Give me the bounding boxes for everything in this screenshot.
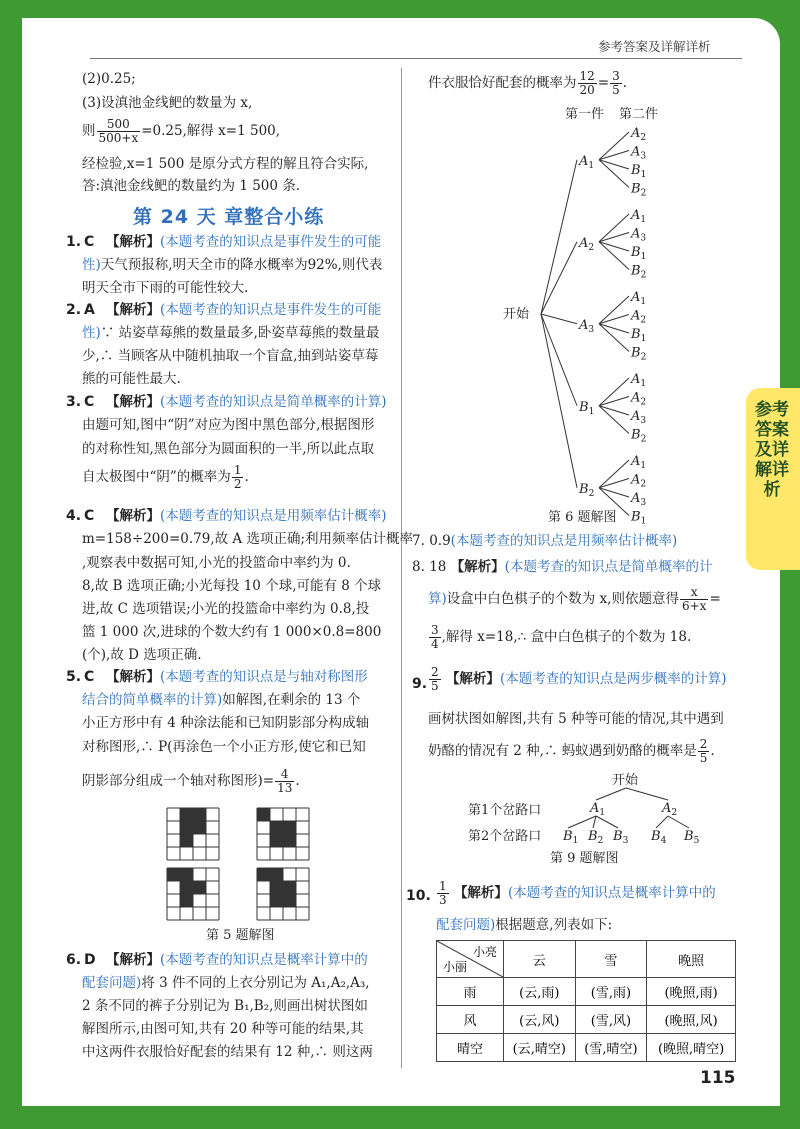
text-line: m=158÷200=0.79,故 A 选项正确;利用频率估计概率 — [82, 531, 414, 547]
row-header: 风 — [437, 1006, 504, 1034]
table-cell: (晚照,晴空) — [647, 1034, 736, 1062]
tree-edge — [668, 816, 689, 828]
tree-node-second: $B_1$ — [631, 509, 647, 527]
analysis-line: 【解析】(本题考查的知识点是与轴对称图形 — [106, 669, 368, 685]
answer-letter: C — [84, 394, 95, 410]
table-cell: (晚照,雨) — [647, 978, 736, 1006]
text-line: 自太极图中“阴”的概率为 $\frac{1}{2}$ . — [82, 463, 249, 491]
tree-row-label: 第1个岔路口 — [468, 803, 542, 818]
q5-grid-figure — [165, 806, 345, 926]
shaded-cell — [257, 868, 270, 881]
tree-edge — [656, 816, 668, 828]
page-number: 115 — [700, 1068, 736, 1088]
shaded-cell — [283, 821, 296, 834]
text-line: (2)0.25; — [82, 71, 136, 87]
tree-node-second: $B_1$ — [631, 245, 647, 262]
header-title: 参考答案及详解详析 — [598, 39, 711, 54]
text-line: 8. 18 【解析】(本题考查的知识点是简单概率的计 — [412, 559, 713, 575]
text-line: 小正方形中有 4 种涂法能和已知阴影部分构成轴 — [82, 715, 370, 731]
text-line: $\frac{3}{4}$ ,解得 x=18,∴ 盒中白色棋子的个数为 18. — [431, 623, 692, 651]
tree-node-second: $A_1$ — [631, 372, 647, 389]
table-cell: (云,风) — [504, 1006, 576, 1034]
tree-edge — [541, 242, 577, 314]
tree-edge — [626, 788, 668, 800]
tree-node-second: $A_1$ — [631, 208, 647, 225]
shaded-cell — [180, 894, 193, 907]
shaded-cell — [180, 834, 193, 847]
text-line: 答:滇池金线鲃的数量约为 1 500 条. — [82, 178, 301, 194]
answer-letter: D — [84, 952, 96, 968]
tree-row-label: 第2个岔路口 — [468, 829, 542, 844]
shaded-cell — [180, 808, 193, 821]
fraction: $\frac{500}{500+x}$ — [98, 117, 139, 145]
tree-edge — [596, 788, 626, 800]
shaded-cell — [257, 808, 270, 821]
analysis-line: 【解析】(本题考查的知识点是概率计算中的 — [106, 952, 368, 968]
shaded-cell — [193, 808, 206, 821]
fraction: $\frac{2}{5}$ — [699, 737, 708, 765]
corner-bottom-label: 小丽 — [443, 960, 468, 974]
question-number: 6. — [66, 952, 82, 968]
answer-letter: A — [84, 302, 95, 318]
answer-letter: C — [84, 508, 95, 524]
shaded-cell — [270, 868, 283, 881]
shaded-cell — [283, 881, 296, 894]
column-divider — [401, 68, 402, 1068]
shaded-cell — [167, 868, 180, 881]
analysis-line: 【解析】(本题考查的知识点是事件发生的可能 — [106, 234, 382, 250]
tree-node-second: $B_1$ — [563, 829, 579, 846]
tree-start-label: 开始 — [612, 773, 639, 788]
text-line: 7. 0.9(本题考查的知识点是用频率估计概率) — [412, 533, 678, 549]
analysis-line: 【解析】(本题考查的知识点是事件发生的可能 — [106, 302, 382, 318]
figure-caption: 第 6 题解图 — [548, 510, 617, 525]
tree-node-first: $B_2$ — [579, 481, 595, 499]
shaded-cell — [193, 881, 206, 894]
fraction: $\frac{x}{6+x}$ — [681, 585, 707, 613]
tree-header-first: 第一件 — [565, 107, 605, 122]
text-line: (3)设滇池金线鲃的数量为 x, — [82, 95, 253, 111]
tree-edge — [593, 816, 596, 828]
tree-edge — [568, 816, 596, 828]
corner-top-label: 小亮 — [472, 945, 497, 959]
text-line: 对称图形,∴ P(再涂色一个小正方形,使它和已知 — [82, 739, 366, 755]
table-cell: (雪,晴空) — [575, 1034, 647, 1062]
table-cell: (云,晴空) — [504, 1034, 576, 1062]
shaded-cell — [270, 894, 283, 907]
fraction: $\frac{4}{13}$ — [277, 767, 293, 795]
tree-node-second: $B_1$ — [631, 163, 647, 180]
fraction: $\frac{2}{5}$ — [431, 665, 439, 693]
tree-node-first: $B_1$ — [579, 399, 595, 417]
tree-node-first: $A_1$ — [590, 801, 606, 818]
tree-node-first: $A_2$ — [662, 801, 678, 818]
question-number: 1. — [66, 234, 82, 250]
analysis-line: $\frac{1}{3}$ 【解析】(本题考查的知识点是概率计算中的 — [439, 879, 716, 907]
tree-node-first: $A_1$ — [579, 153, 595, 171]
tree-edge — [541, 314, 577, 406]
table-row — [437, 1006, 736, 1034]
text-line: 经检验,x=1 500 是原分式方程的解且符合实际, — [82, 156, 369, 172]
tree-node-second: $A_1$ — [631, 454, 647, 471]
table-cell: (雪,风) — [575, 1006, 647, 1034]
text-line: ,观察表中数据可知,小光的投篮命中率约为 0. — [82, 555, 351, 571]
fraction: $\frac{3}{4}$ — [431, 623, 439, 651]
shaded-cell — [180, 881, 193, 894]
analysis-line: $\frac{2}{5}$ 【解析】(本题考查的知识点是两步概率的计算) — [431, 665, 727, 693]
answer-letter: C — [84, 669, 95, 685]
q10-table — [436, 940, 736, 1062]
question-number: 3. — [66, 394, 82, 410]
section-title: 第 24 天 章整合小练 — [133, 206, 325, 228]
table-cell: (云,雨) — [504, 978, 576, 1006]
text-line: 熊的可能性最大. — [82, 371, 181, 387]
table-header-row — [437, 941, 736, 978]
tree-edge — [596, 816, 618, 828]
figure-caption: 第 5 题解图 — [206, 928, 275, 943]
tree-edge — [541, 160, 577, 314]
corner-cell — [437, 941, 504, 978]
text-line: 算)设盒中白色棋子的个数为 x,则依题意得 $\frac{x}{6+x}$ = — [428, 585, 721, 613]
table-row — [437, 1034, 736, 1062]
answer-letter: C — [84, 234, 95, 250]
shaded-cell — [180, 821, 193, 834]
question-number: 2. — [66, 302, 82, 318]
tree-node-second: $B_2$ — [631, 345, 647, 363]
text-line: 少,∴ 当顾客从中随机抽取一个盲盒,抽到站姿草莓 — [82, 348, 379, 364]
header-divider — [90, 58, 742, 59]
shaded-cell — [283, 834, 296, 847]
question-number: 4. — [66, 508, 82, 524]
analysis-line: 【解析】(本题考查的知识点是简单概率的计算) — [106, 394, 387, 410]
text-line: 进,故 C 选项错误;小光的投篮命中率约为 0.8,投 — [82, 601, 370, 617]
tree-node-second: $A_2$ — [631, 472, 647, 490]
shaded-cell — [193, 821, 206, 834]
tree-start-label: 开始 — [503, 307, 530, 322]
question-number: 5. — [66, 669, 82, 685]
tree-node-second: $A_2$ — [631, 126, 647, 143]
column-header: 云 — [504, 941, 576, 978]
fraction: $\frac{1}{3}$ — [439, 879, 447, 907]
text-line: 结合的简单概率的计算)如解图,在剩余的 13 个 — [82, 692, 361, 708]
text-line: 明天全市下雨的可能性较大. — [82, 280, 249, 296]
text-line: 件衣服恰好配套的概率为 $\frac{12}{20}$ = $\frac{3}{5}$ . — [428, 69, 628, 97]
question-number: 9. — [412, 676, 428, 692]
text-line: 中这两件衣服恰好配套的结果有 12 种,∴ 则这两 — [82, 1044, 373, 1060]
text-line: 篮 1 000 次,进球的个数大约有 1 000×0.8=800 — [82, 624, 382, 640]
tree-node-second: $B_2$ — [631, 263, 647, 281]
table-cell: (雪,雨) — [575, 978, 647, 1006]
table-row — [437, 978, 736, 1006]
analysis-line: 【解析】(本题考查的知识点是用频率估计概率) — [106, 508, 387, 524]
text-line: 配套问题)根据题意,列表如下: — [436, 917, 613, 933]
tree-node-second: $A_3$ — [631, 144, 647, 162]
text-line: 画树状图如解图,共有 5 种等可能的情况,其中遇到 — [428, 711, 724, 727]
shaded-cell — [180, 868, 193, 881]
tree-edge — [541, 314, 577, 488]
text-line: 奶酪的情况有 2 种,∴ 蚂蚁遇到奶酪的概率是 $\frac{2}{5}$ . — [428, 737, 715, 765]
text-line: 8,故 B 选项正确;小光每投 10 个球,可能有 8 个球 — [82, 578, 382, 594]
tree-node-second: $A_3$ — [631, 226, 647, 244]
text-line: 性)天气预报称,明天全市的降水概率为92%,则代表 — [82, 257, 383, 273]
tree-node-second: $A_1$ — [631, 290, 647, 307]
shaded-cell — [270, 821, 283, 834]
text-line: 的对称性知,黑色部分为圆面积的一半,所以此点取 — [82, 441, 375, 457]
tree-node-second: $B_2$ — [631, 181, 647, 199]
tree-node-second: $A_3$ — [631, 409, 647, 426]
tree-node-second: $B_2$ — [631, 427, 647, 445]
tree-node-first: $A_3$ — [579, 317, 595, 335]
column-header: 雪 — [575, 941, 647, 978]
text-line: 性)∵ 站姿草莓熊的数量最多,卧姿草莓熊的数量最 — [82, 325, 380, 341]
text-line: (个),故 D 选项正确. — [82, 647, 202, 663]
tree-node-second: $B_2$ — [588, 829, 604, 846]
row-header: 晴空 — [437, 1034, 504, 1062]
tree-header-second: 第二件 — [619, 107, 659, 122]
text-line: 阴影部分组成一个轴对称图形)= $\frac{4}{13}$ . — [82, 767, 300, 795]
shaded-cell — [270, 834, 283, 847]
text-line: 解图所示,由图可知,共有 20 种等可能的结果,其 — [82, 1021, 364, 1037]
row-header: 雨 — [437, 978, 504, 1006]
tree-edge — [541, 314, 577, 324]
table-cell: (晚照,风) — [647, 1006, 736, 1034]
fraction: $\frac{12}{20}$ — [579, 69, 595, 97]
tree-node-second: $A_3$ — [631, 491, 647, 508]
tree-node-second: $B_5$ — [684, 829, 700, 846]
text-line: 由题可知,图中“阴”对应为图中黑色部分,根据图形 — [82, 417, 375, 433]
tree-node-second: $A_2$ — [631, 390, 647, 408]
column-header: 晚照 — [647, 941, 736, 978]
figure-caption: 第 9 题解图 — [550, 851, 619, 866]
tree-node-second: $B_1$ — [631, 327, 647, 344]
fraction: $\frac{1}{2}$ — [233, 463, 242, 491]
text-line: 则 $\frac{500}{500+x}$ =0.25,解得 x=1 500, — [82, 117, 281, 145]
shaded-cell — [283, 894, 296, 907]
tree-node-first: $A_2$ — [579, 235, 595, 253]
shaded-cell — [270, 881, 283, 894]
side-tab-label: 参考答案及详解详析 — [755, 400, 789, 500]
text-line: 2 条不同的裤子分别记为 B₁,B₂,则画出树状图如 — [82, 998, 368, 1014]
tree-node-second: $B_3$ — [613, 829, 629, 846]
question-number: 10. — [406, 888, 431, 904]
fraction: $\frac{3}{5}$ — [612, 69, 620, 97]
tree-node-second: $B_4$ — [651, 829, 667, 846]
tree-node-second: $A_2$ — [631, 308, 647, 326]
text-line: 配套问题)将 3 件不同的上衣分别记为 A₁,A₂,A₃, — [82, 975, 370, 991]
